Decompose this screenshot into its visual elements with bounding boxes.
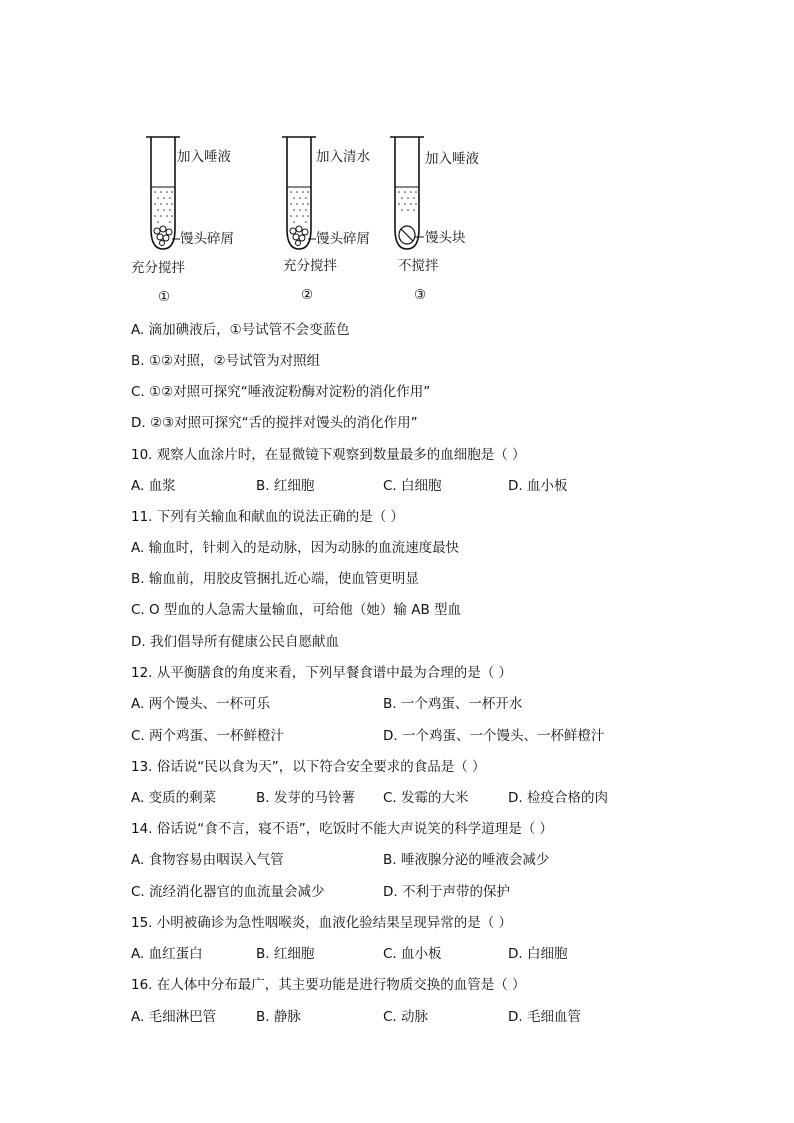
q10-stem: 10. 观察人血涂片时，在显微镜下观察到数量最多的血细胞是（ ） bbox=[131, 447, 526, 463]
q13-option-b: B. 发芽的马铃薯 bbox=[256, 790, 355, 806]
tube-1-number: ① bbox=[158, 289, 171, 305]
q14-option-d: D. 不利于声带的保护 bbox=[383, 884, 510, 900]
q16-option-c: C. 动脉 bbox=[383, 1009, 429, 1025]
q15-option-b: B. 红细胞 bbox=[256, 946, 315, 962]
q15-option-a: A. 血红蛋白 bbox=[131, 946, 203, 962]
q10-option-a: A. 血浆 bbox=[131, 478, 176, 494]
q9-option-c: C. ①②对照可探究“唾液淀粉酶对淀粉的消化作用” bbox=[131, 384, 431, 400]
q11-option-c: C. O 型血的人急需大量输血，可给他（她）输 AB 型血 bbox=[131, 602, 462, 618]
test-tube-figure bbox=[120, 125, 540, 320]
tube-2-top-label: 加入清水 bbox=[316, 149, 370, 165]
q12-option-a: A. 两个馒头、一杯可乐 bbox=[131, 696, 271, 712]
tube-1-crumbs bbox=[154, 226, 172, 246]
q15-stem: 15. 小明被确诊为急性咽喉炎，血液化验结果呈现异常的是（ ） bbox=[131, 915, 513, 931]
q10-option-b: B. 红细胞 bbox=[256, 478, 315, 494]
q14-option-c: C. 流经消化器官的血流量会减少 bbox=[131, 884, 325, 900]
tube-2-bottom-label: 充分搅拌 bbox=[283, 258, 337, 274]
q14-option-b: B. 唾液腺分泌的唾液会减少 bbox=[383, 852, 550, 868]
tube-3-bottom-label: 不搅拌 bbox=[398, 258, 439, 274]
q16-option-a: A. 毛细淋巴管 bbox=[131, 1009, 217, 1025]
tube-1-liquid-dots bbox=[154, 191, 173, 223]
tube-2-side-label: 馒头碎屑 bbox=[316, 231, 370, 247]
q12-option-c: C. 两个鸡蛋、一杯鲜橙汁 bbox=[131, 728, 285, 744]
q11-option-b: B. 输血前，用胶皮管捆扎近心端，使血管更明显 bbox=[131, 571, 419, 587]
tube-2-number: ② bbox=[301, 287, 314, 303]
q13-option-d: D. 检疫合格的肉 bbox=[508, 790, 608, 806]
q14-option-a: A. 食物容易由咽误入气管 bbox=[131, 852, 284, 868]
tube-3-number: ③ bbox=[414, 287, 427, 303]
q11-option-d: D. 我们倡导所有健康公民自愿献血 bbox=[131, 634, 339, 650]
q9-option-d: D. ②③对照可探究“舌的搅拌对馒头的消化作用” bbox=[131, 415, 418, 431]
tube-1-side-label: 馒头碎屑 bbox=[180, 231, 234, 247]
q16-stem: 16. 在人体中分布最广，其主要功能是进行物质交换的血管是（ ） bbox=[131, 977, 526, 993]
q13-option-c: C. 发霉的大米 bbox=[383, 790, 469, 806]
q9-option-b: B. ①②对照，②号试管为对照组 bbox=[131, 353, 321, 369]
q15-option-c: C. 血小板 bbox=[383, 946, 442, 962]
tube-1-bottom-label: 充分搅拌 bbox=[131, 260, 185, 276]
q10-option-d: D. 血小板 bbox=[508, 478, 568, 494]
tube-1-top-label: 加入唾液 bbox=[177, 149, 231, 165]
tube-3-top-label: 加入唾液 bbox=[425, 151, 479, 167]
q9-option-a: A. 滴加碘液后，①号试管不会变蓝色 bbox=[131, 322, 350, 338]
tube-3-liquid-dots bbox=[398, 191, 417, 211]
q12-option-b: B. 一个鸡蛋、一杯开水 bbox=[383, 696, 523, 712]
q10-option-c: C. 白细胞 bbox=[383, 478, 442, 494]
tube-3-block bbox=[399, 226, 415, 244]
q12-stem: 12. 从平衡膳食的角度来看，下列早餐食谱中最为合理的是（ ） bbox=[131, 665, 513, 681]
q11-stem: 11. 下列有关输血和献血的说法正确的是（ ） bbox=[131, 509, 405, 525]
tube-2-liquid-dots bbox=[290, 191, 309, 223]
q16-option-d: D. 毛细血管 bbox=[508, 1009, 581, 1025]
test-tube-3 bbox=[390, 137, 424, 249]
tube-2-crumbs bbox=[290, 226, 308, 246]
q14-stem: 14. 俗话说“食不言，寝不语”，吃饭时不能大声说笑的科学道理是（ ） bbox=[131, 821, 554, 837]
q16-option-b: B. 静脉 bbox=[256, 1009, 301, 1025]
q12-option-d: D. 一个鸡蛋、一个馒头、一杯鲜橙汁 bbox=[383, 728, 605, 744]
tube-3-side-label: 馒头块 bbox=[425, 230, 466, 246]
q11-option-a: A. 输血时，针刺入的是动脉，因为动脉的血流速度最快 bbox=[131, 540, 460, 556]
q13-stem: 13. 俗话说“民以食为天”，以下符合安全要求的食品是（ ） bbox=[131, 759, 486, 775]
q15-option-d: D. 白细胞 bbox=[508, 946, 568, 962]
q13-option-a: A. 变质的剩菜 bbox=[131, 790, 217, 806]
